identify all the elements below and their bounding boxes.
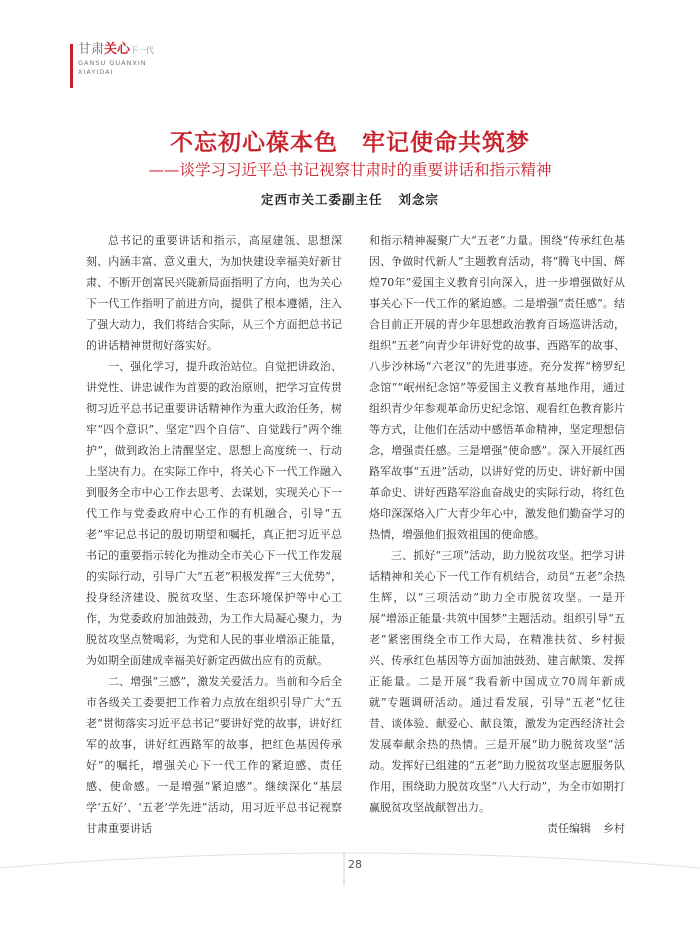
logo-accent-bar [70, 44, 73, 88]
footer-curve [0, 838, 700, 927]
editor-credit [369, 818, 625, 839]
author-role: 定西市关工委副主任 [260, 192, 383, 207]
right-column [369, 230, 625, 839]
logo-sub-line-1: GANSU GUANXIN [78, 59, 147, 67]
paragraph-section-2: 二、增强“三感”，激发关爱活力。当前和今后全市各级关工委要把工作着力点放在组织引导广大“五老”贯彻落实习近平总书记“要讲好党的故事，讲好红军的故事，讲好红西路军的故事，把红色基因传承好”的嘱托，增强关心下一代工作的紧迫感、责任感、使命感。一是增强“紧迫感”。继续深化“基层学‘五好’、‘五老’学先进”活动，用习近平总书记视察甘肃重要讲话 [86, 675, 342, 835]
editor-name: 乡村 [603, 822, 625, 835]
logo-prefix: 甘肃 [78, 42, 105, 57]
logo-sub-line-2: XIAYIDAI [78, 68, 114, 76]
editor-label: 责任编辑 [547, 822, 591, 835]
paragraph-section-1: 一、强化学习，提升政治站位。自觉把讲政治、讲党性、讲忠诚作为首要的政治原则，把学习宣传贯彻习近平总书记重要讲话精神作为重大政治任务，树牢“四个意识”、坚定“四个自信”、自觉践行“两个维护”，做到政治上清醒坚定、思想上高度统一、行动上坚决有力。在实际工作中，将关心下一代工作融入到服务全市中心工作去思考、去谋划，实现关心下一代工作与党委政府中心工作的有机融合，引导“五老”牢记总书记的殷切期望和嘱托，真正把习近平总书记的重要指示转化为推动全市关心下一代工作发展的实际行动，引导广大“五老”积极发挥“三大优势”，投身经济建设、脱贫攻坚、生态环境保护等中心工作，为党委政府加油鼓劲，为工作大局凝心聚力，为脱贫攻坚点赞喝彩，为党和人民的事业增添正能量，为如期全面建成幸福美好新定西做出应有的贡献。 [86, 360, 342, 667]
author-line [0, 190, 700, 208]
paragraph-intro: 总书记的重要讲话和指示，高屋建瓴、思想深刻、内涵丰富、意义重大，为加快建设幸福美好新甘肃、不断开创富民兴陇新局面指明了方向，也为关心下一代工作指明了前进方向，提供了根本遵循，注入了强大动力，我们将结合实际，从三个方面把总书记的讲话精神贯彻好落实好。 [86, 234, 342, 352]
article-title: 不忘初心葆本色 牢记使命共筑梦 [170, 129, 530, 156]
logo-wordmark [78, 42, 168, 59]
logo-heart: 关心 [104, 42, 131, 57]
paragraph-section-3: 三、抓好“三项”活动，助力脱贫攻坚。把学习讲话精神和关心下一代工作有机结合，动员“五老”余热生辉，以“三项活动”助力全市脱贫攻坚。一是开展“增添正能量·共筑中国梦”主题活动。组织引导“五老”紧密围绕全市工作大局，在精准扶贫、乡村振兴、传承红色基因等方面加油鼓劲、建言献策、发挥正能量。二是开展“我看新中国成立70周年新成就”专题调研活动。通过看发展，引导“五老”忆往昔、谈体验、献爱心、献良策，激发为定西经济社会发展奉献余热的热情。三是开展“助力脱贫攻坚”活动。发挥好已组建的“五老”助力脱贫攻坚志愿服务队作用，围绕助力脱贫攻坚“八大行动”，为全市如期打赢脱贫攻坚战献智出力。 [369, 549, 625, 814]
author-name: 刘念宗 [398, 192, 440, 207]
magazine-logo [78, 42, 168, 96]
article-subtitle: ——谈学习习近平总书记视察甘肃时的重要讲话和指示精神 [148, 161, 552, 179]
paragraph-section-2-continued: 和指示精神凝聚广大“五老”力量。围绕“传承红色基因、争做时代新人”主题教育活动，将“腾飞中国、辉煌70年”爱国主义教育引向深入，进一步增强做好从事关心下一代工作的紧迫感。二是增强“责任感”。结合目前正开展的青少年思想政治教育百场巡讲活动，组织“五老”向青少年讲好党的故事、西路军的故事、八步沙林场“六老汉”的先进事迹。充分发挥“榜罗纪念馆”“岷州纪念馆”等爱国主义教育基地作用，通过组织青少年参观革命历史纪念馆、观看红色教育影片等方式，让他们在活动中感悟革命精神，坚定理想信念，增强责任感。三是增强“使命感”。深入开展红西路军故事“五进”活动，以讲好党的历史、讲好新中国革命史、讲好西路军浴血奋战史的实际行动，将红色烙印深深烙入广大青少年心中，激发他们勤奋学习的热情，增强他们报效祖国的使命感。 [369, 234, 625, 541]
page-number: 28 [348, 858, 362, 871]
left-column [86, 230, 342, 839]
logo-suffix: 下一代 [130, 46, 155, 55]
